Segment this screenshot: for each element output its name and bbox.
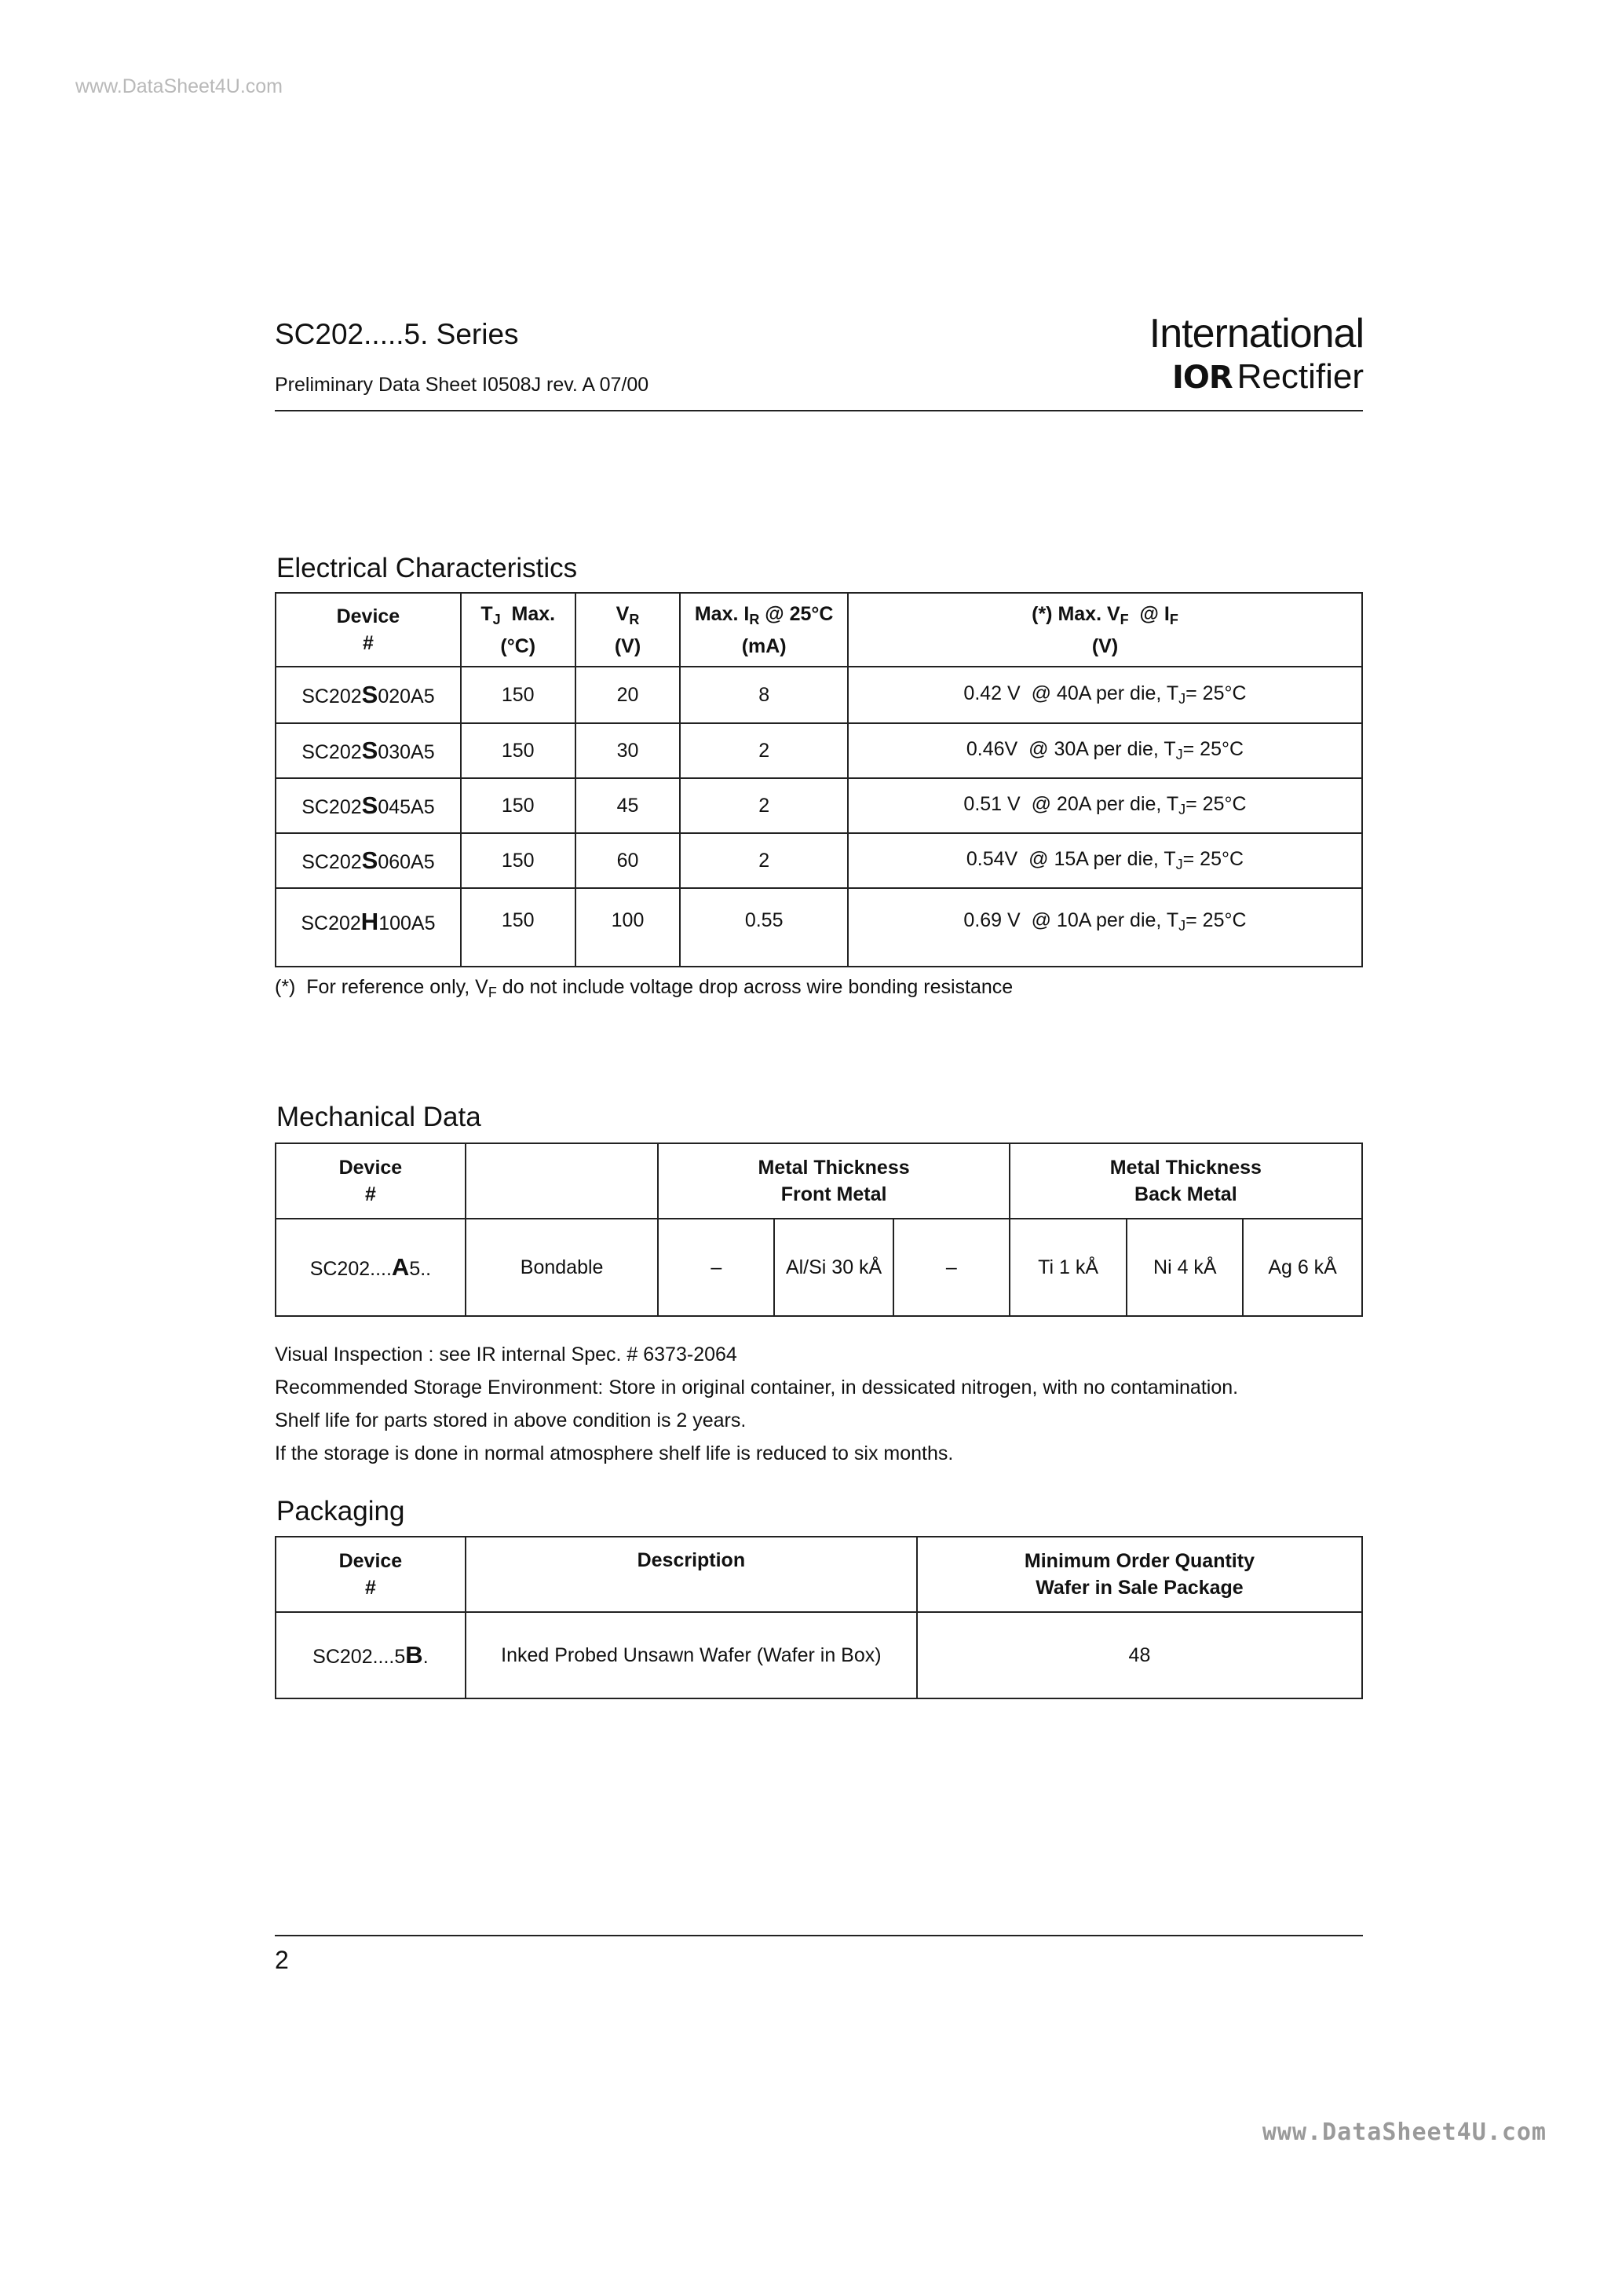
tj-cell: 150 — [461, 723, 575, 778]
table-row — [276, 723, 1362, 778]
document-subtitle: Preliminary Data Sheet I0508J rev. A 07/00 — [275, 374, 649, 396]
vr-cell: 100 — [575, 888, 681, 967]
col-description: Description — [466, 1537, 917, 1612]
device-cell: SC202S045A5 — [276, 778, 461, 833]
document-title: SC202.....5. Series — [275, 318, 519, 350]
ir-cell: 0.55 — [680, 888, 848, 967]
watermark-bottom: www.DataSheet4U.com — [1262, 2119, 1547, 2146]
vr-cell: 20 — [575, 667, 681, 723]
moq-cell: 48 — [917, 1612, 1362, 1698]
col-ir: Max. $I_R$ @ 25°C (mA) — [680, 593, 848, 667]
back-metal-cell: Ni 4 kÅ — [1127, 1219, 1243, 1316]
col-tj: $T_J$ Max. (°C) — [461, 593, 575, 667]
col-blank — [466, 1143, 659, 1219]
vf-cell: 0.46V @ 30A per die, $T_J= 25^\circ C$ — [848, 723, 1362, 778]
device-cell: SC202S020A5 — [276, 667, 461, 723]
mechanical-notes — [275, 1338, 1238, 1470]
section-title-mechanical: Mechanical Data — [276, 1102, 481, 1132]
device-cell: SC202....5B. — [276, 1612, 466, 1698]
tj-cell: 150 — [461, 888, 575, 967]
device-cell: SC202....A5.. — [276, 1219, 466, 1316]
logo-international: International — [1149, 311, 1364, 356]
table-row — [276, 667, 1362, 723]
device-cell: SC202H100A5 — [276, 888, 461, 967]
description-cell: Inked Probed Unsawn Wafer (Wafer in Box) — [466, 1612, 917, 1698]
note-line: Recommended Storage Environment: Store in original container, in dessicated nitrogen, with no contamination. — [275, 1377, 1239, 1398]
electrical-table — [275, 592, 1363, 967]
col-back-metal: Metal Thickness Back Metal — [1010, 1143, 1362, 1219]
col-vr: $V_R$ (V) — [575, 593, 681, 667]
table-row — [276, 1612, 1362, 1698]
ior-logo-mark: IOR — [1171, 360, 1233, 396]
front-metal-cell: – — [893, 1219, 1010, 1316]
col-device: Device # — [276, 1537, 466, 1612]
logo-ior-rectifier — [1172, 357, 1364, 397]
col-device: Device # — [276, 1143, 466, 1219]
electrical-header-row — [276, 593, 1362, 667]
tj-cell: 150 — [461, 833, 575, 888]
note-line: Visual Inspection : see IR internal Spec. # 6373-2064 — [275, 1344, 737, 1366]
bondable-cell: Bondable — [466, 1219, 659, 1316]
note-line: If the storage is done in normal atmosphere shelf life is reduced to six months. — [275, 1442, 954, 1464]
electrical-footnote: (*) For reference only, $V_F$ do not include voltage drop across wire bonding resistance — [275, 976, 1014, 1000]
vf-cell: 0.69 V @ 10A per die, $T_J= 25^\circ C$ — [848, 888, 1362, 967]
device-cell: SC202S030A5 — [276, 723, 461, 778]
packaging-table — [275, 1536, 1363, 1699]
header-rule — [275, 410, 1363, 411]
back-metal-cell: Ag 6 kÅ — [1243, 1219, 1362, 1316]
ir-cell: 8 — [680, 667, 848, 723]
watermark-top: www.DataSheet4U.com — [75, 75, 283, 97]
page-number: 2 — [275, 1946, 289, 1974]
logo-rectifier: Rectifier — [1237, 357, 1364, 396]
back-metal-cell: Ti 1 kÅ — [1010, 1219, 1127, 1316]
col-front-metal: Metal Thickness Front Metal — [658, 1143, 1009, 1219]
table-row — [276, 1219, 1362, 1316]
section-title-packaging: Packaging — [276, 1496, 405, 1526]
mechanical-header-row — [276, 1143, 1362, 1219]
front-metal-cell: – — [658, 1219, 774, 1316]
tj-cell: 150 — [461, 778, 575, 833]
table-row — [276, 833, 1362, 888]
mechanical-table — [275, 1143, 1363, 1317]
section-title-electrical: Electrical Characteristics — [276, 553, 578, 583]
footer-rule — [275, 1935, 1363, 1936]
ir-cell: 2 — [680, 778, 848, 833]
vr-cell: 45 — [575, 778, 681, 833]
ir-cell: 2 — [680, 833, 848, 888]
table-row — [276, 888, 1362, 967]
vf-cell: 0.42 V @ 40A per die, $T_J= 25^\circ C$ — [848, 667, 1362, 723]
vf-cell: 0.54V @ 15A per die, $T_J= 25^\circ C$ — [848, 833, 1362, 888]
front-metal-cell: Al/Si 30 kÅ — [774, 1219, 893, 1316]
col-moq: Minimum Order Quantity Wafer in Sale Package — [917, 1537, 1362, 1612]
tj-cell: 150 — [461, 667, 575, 723]
vf-cell: 0.51 V @ 20A per die, $T_J= 25^\circ C$ — [848, 778, 1362, 833]
note-line: Shelf life for parts stored in above condition is 2 years. — [275, 1409, 747, 1431]
vr-cell: 60 — [575, 833, 681, 888]
col-vf: (*) Max. $V_F$ @ $I_F$ (V) — [848, 593, 1362, 667]
device-cell: SC202S060A5 — [276, 833, 461, 888]
col-device: Device # — [276, 593, 461, 667]
table-row — [276, 778, 1362, 833]
ir-cell: 2 — [680, 723, 848, 778]
vr-cell: 30 — [575, 723, 681, 778]
packaging-header-row — [276, 1537, 1362, 1612]
